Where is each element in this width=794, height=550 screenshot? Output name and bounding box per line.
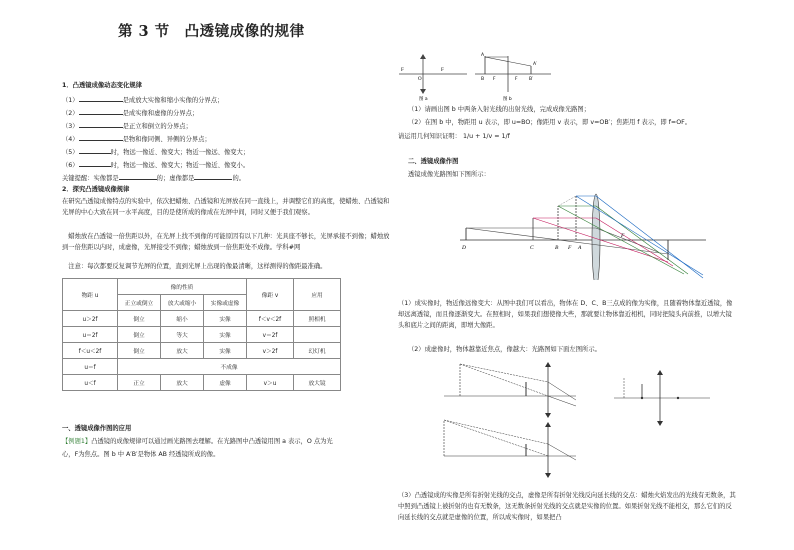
svg-text:A: A [481,53,485,58]
svg-text:F: F [515,77,518,82]
label-B: B [555,245,559,251]
table-row [63,343,341,359]
cell: f＜u＜2f [63,343,118,359]
fig-a-focus-left: F [401,68,404,73]
fig-b-label: 图 b [503,97,512,102]
cell: 照相机 [294,311,341,327]
lens-formula: 1/u + 1/v = 1/f [462,133,510,140]
rule-1: （1） 是成放大实像和缩小实像的分界点； [62,97,224,104]
cell: 不成像 [118,359,341,375]
paragraph-no-image: 蜡烛放在凸透镜一倍焦距以外，在光屏上找不到像的可能原因有以下几种：光具座不够长，光屏承接不到像；蜡烛放到一倍焦距以内时，成虚像，光屏接受不到像；蜡烛放到一倍焦距处不成像。学科#网 [62,233,390,251]
question-2: （2）在图 b 中，物距用 u 表示，即 u=BO；像距用 v 表示，即 v=OB′；焦距用 f 表示，即 f=OF。 [408,119,692,126]
ray-diagram [458,182,708,280]
cell: 放大 [161,343,204,359]
section-heading-2: 2．探究凸透镜成像规律 [62,186,130,193]
table-row [63,359,341,375]
explanation-intersection: （3）凸透镜成的实像是所有折射光线的交点，虚像是所有折射光线反向延长线的交点：蜡烛火焰发出的光线有无数条，其中照到凸透镜上被折射的也有无数条，这无数条折射光线的交点就是实像的位置。如果折射光线不能相交，那么它们的反向延长线的交点就是虚像的位置，所以成实像时，如果把凸 [398,492,736,521]
cell: u＜f [63,375,118,391]
svg-text:F: F [493,77,496,82]
cell: 实像 [204,327,247,343]
cell: 倒立 [118,327,161,343]
cell: 缩小 [161,311,204,327]
virtual-image-diagram-left [440,360,580,478]
cell: 等大 [161,327,204,343]
fig-a-label: 图 a [419,97,428,102]
th-application: 应用 [294,279,341,311]
label-F-left: F [568,245,572,251]
label-F-right: F [621,233,625,239]
imaging-rule-table [62,278,341,391]
cell: u＝f [63,359,118,375]
table-row [63,375,341,391]
cell: v＞2f [247,343,294,359]
th-upright: 正立或倒立 [118,295,161,311]
svg-text:O: O [418,77,422,82]
cell: 虚像 [204,375,247,391]
paragraph-note: 注意：每次都要反复调节光屏的位置，直到光屏上出现的像最清晰，这样测得的像距最准确。 [62,263,327,270]
svg-text:A′: A′ [533,62,538,67]
example-line-2: 心，F为焦点。图 b 中 A′B′是物体 AB 经透镜所成的像。 [62,451,220,458]
cell: 实像 [204,311,247,327]
th-image-property: 像的性质 [118,279,247,295]
example-line-1: 【例题1】凸透镜的成像规律可以通过画光路图去理解。在光路图中凸透镜用图 a 表示，O 点为光 [62,438,333,445]
rule-2: （2） 是成实像和虚像的分界点； [62,110,199,117]
cell: f＜v＜2f [247,311,294,327]
cell: 放大镜 [294,375,341,391]
cell: v＝2f [247,327,294,343]
paragraph-setup: 在研究凸透镜成像特点的实验中，依次把蜡烛、凸透镜和光屏放在同一直线上，并调整它们的高度，使蜡烛、凸透镜和光屏的中心大致在同一水平高度，目的是使所成的像成在光屏中间，同时又便于我们观察。 [62,198,390,216]
explanation-real-image: （1）成实像时，物近像远像变大：从图中我们可以看出，物体在 D、C、B三点成的像为实像，且随着物体靠近透镜，像却远离透镜，而且像逐渐变大。在照相时，如果我们想使像大些，那就要让物体靠近相机，同时把镜头向前推，以增大镜头和底片之间的距离，即增大像距。 [398,300,733,329]
cell: u＞2f [63,311,118,327]
cell: 正立 [118,375,161,391]
question-3: 请运用几何知识证明： 1/u + 1/v = 1/f [398,133,510,140]
section-heading-right: 二、透镜成像作图 [408,158,459,165]
section-heading-1: 1．凸透镜成像动态变化规律 [62,82,142,89]
figure-a-lens-symbol [395,50,555,102]
section-intro-right: 透镜成像光路图如下图所示： [408,171,490,178]
rule-5: （5） 时，物远一像近、像变大；物近一像远、像变大； [62,149,250,156]
svg-text:F: F [441,68,444,73]
question-1: （1）请画出图 b 中两条入射光线的出射光线，完成成像光路图； [408,106,591,113]
rule-6: （6） 时，物远一像远、像变大；物近一像近、像变小。 [62,162,250,169]
cell: 实像 [204,343,247,359]
rule-4: （4） 是物和像同侧、异侧的分界点； [62,136,211,143]
cell [294,327,341,343]
svg-text:B′: B′ [529,77,534,82]
table-row [63,327,341,343]
th-real: 实像或虚像 [204,295,247,311]
label-C: C [530,245,534,251]
table-row [63,311,341,327]
cell: 倒立 [118,311,161,327]
key-reminder: 关键提醒：实像都是 的；虚像都是 的。 [62,175,246,182]
cell: 幻灯机 [294,343,341,359]
cell: u＝2f [63,327,118,343]
cell: 放大 [161,375,204,391]
explanation-virtual-image: （2）成虚像时，物体越靠近焦点，像越大：光路图如下面左图所示。 [408,346,601,353]
cell: 倒立 [118,343,161,359]
label-A: A [578,245,582,251]
svg-text:B: B [481,77,485,82]
rule-3: （3） 是正立和倒立的分界点； [62,123,192,130]
th-object-distance: 物距 u [63,279,118,311]
virtual-image-diagram-right [612,368,712,428]
page-title: 第 3 节 凸透镜成像的规律 [118,23,305,40]
section-heading-3: 一、透镜成像作图的应用 [62,425,132,432]
cell: v＞u [247,375,294,391]
label-D: D [462,245,466,251]
th-magnify: 放大或缩小 [161,295,204,311]
th-image-distance: 像距 v [247,279,294,311]
